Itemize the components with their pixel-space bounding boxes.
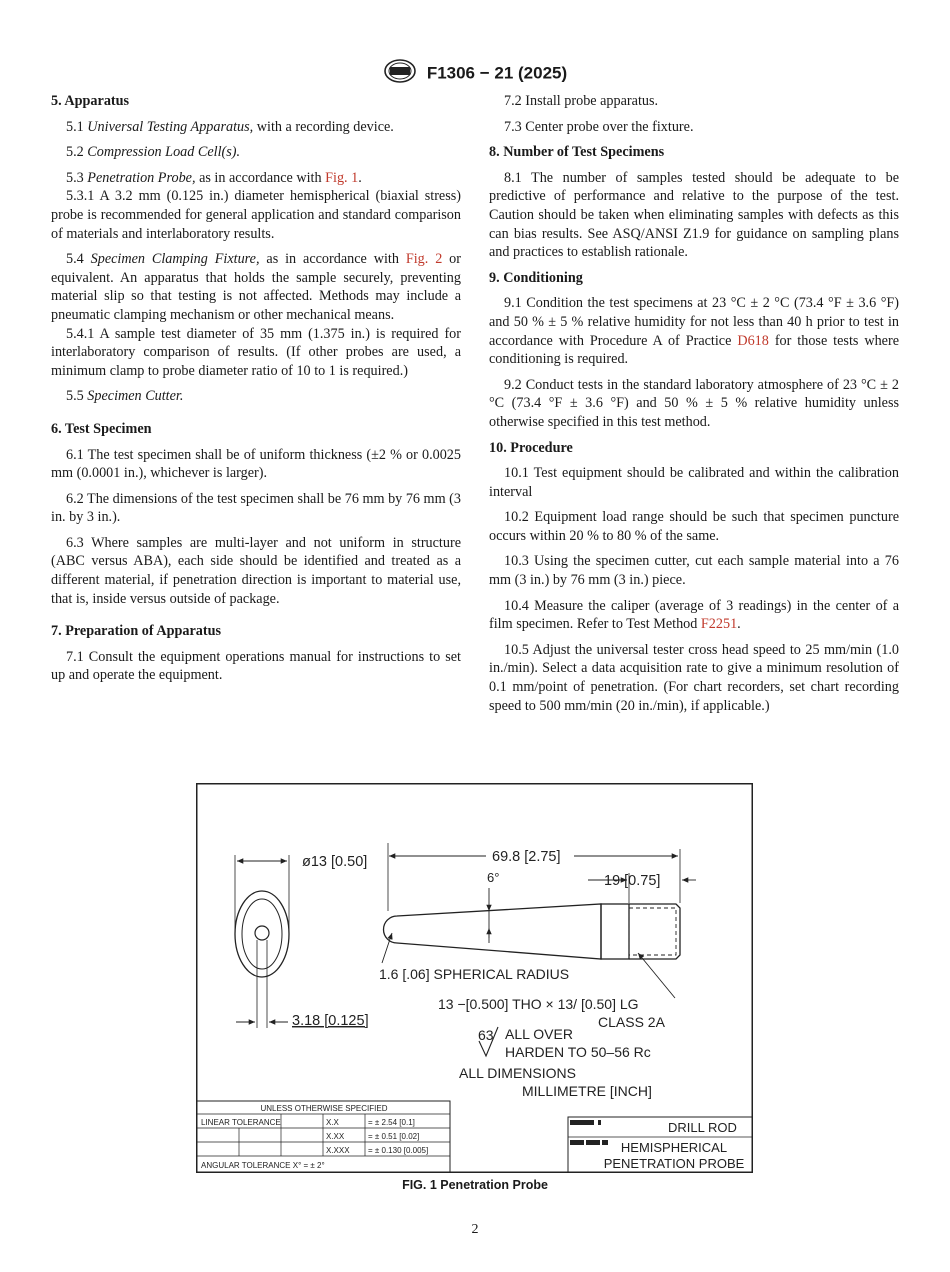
dim-length: 69.8 [2.75] bbox=[492, 849, 561, 865]
section-10-heading: 10. Procedure bbox=[489, 439, 573, 456]
section-8-heading: 8. Number of Test Specimens bbox=[489, 144, 665, 161]
para-7-3: 7.3 Center probe over the fixture. bbox=[504, 118, 694, 135]
tolerance-row-key: X.XXX bbox=[326, 1146, 350, 1155]
para-5-4: 5.4 Specimen Clamping Fixture, as in accordance with Fig. 2 or equivalent. An apparatus that holds the sample securely, preventing material slip so that testing is not affected. Methods may include a pneumatic clamping mechanism or other mechanical means. bbox=[51, 251, 462, 323]
tolerance-row-value: = ± 0.51 [0.02] bbox=[368, 1132, 420, 1141]
para-10-4: 10.4 Measure the caliper (average of 3 readings) in the center of a film specimen. Refer to Test Method F2251. bbox=[489, 597, 899, 633]
tolerance-row-key: X.XX bbox=[326, 1132, 345, 1141]
units-line-1: ALL DIMENSIONS bbox=[459, 1065, 576, 1081]
para-5-2: 5.2 Compression Load Cell(s). bbox=[66, 144, 241, 161]
para-6-2: 6.2 The dimensions of the test specimen shall be 76 mm by 76 mm (3 in. by 3 in.). bbox=[51, 490, 461, 526]
thread-spec-line-1: 13 −[0.500] THO × 13/ [0.50] LG bbox=[438, 996, 639, 1012]
page-number: 2 bbox=[471, 1222, 479, 1237]
para-10-1: 10.1 Test equipment should be calibrated and within the calibration interval bbox=[489, 465, 899, 500]
tolerance-row-value: = ± 0.130 [0.005] bbox=[368, 1146, 429, 1155]
section-6-heading: 6. Test Specimen bbox=[51, 420, 152, 437]
title-part-name-2: PENETRATION PROBE bbox=[603, 1156, 745, 1171]
para-8-1: 8.1 The number of samples tested should be adequate to be predictive of performance and relative to the purpose of the test. Caution should be taken when eliminating samples with defects as this can bias results. See ASQ/ANSI Z1.9 for guidance on sampling plans and practices to establish rationale. bbox=[489, 169, 899, 261]
astm-logo-icon bbox=[383, 58, 417, 89]
section-9-heading: 9. Conditioning bbox=[489, 269, 583, 286]
para-6-3: 6.3 Where samples are multi-layer and not uniform in structure (ABC versus ABA), each side should be identified and treated as a different material, if penetration direction is important to material use, that is, inside versus outside of package. bbox=[51, 534, 461, 607]
dim-hole: 3.18 [0.125] bbox=[292, 1013, 369, 1029]
d618-link[interactable]: D618 bbox=[737, 332, 769, 349]
document-designation: F1306 − 21 (2025) bbox=[426, 63, 568, 83]
tolerance-linear-label: LINEAR TOLERANCE bbox=[201, 1118, 281, 1127]
para-10-3: 10.3 Using the specimen cutter, cut each sample material into a 76 mm (3 in.) by 76 mm (3 in.) piece. bbox=[489, 553, 899, 589]
title-material: DRILL ROD bbox=[668, 1120, 737, 1135]
para-5-4-1: 5.4.1 A sample test diameter of 35 mm (1.375 in.) is required for interlaboratory comparison of results. (If other probes are used, a minimum clamp to probe diameter ratio of 10 to 1 is required.) bbox=[51, 325, 461, 379]
left-column bbox=[51, 92, 461, 692]
tolerance-row-key: X.X bbox=[326, 1118, 339, 1127]
dim-diameter: ø13 [0.50] bbox=[302, 854, 368, 870]
figure-caption: FIG. 1 Penetration Probe bbox=[402, 1178, 548, 1192]
finish-line-1: ALL OVER bbox=[505, 1026, 573, 1042]
tolerance-title: UNLESS OTHERWISE SPECIFIED bbox=[260, 1104, 388, 1113]
title-part-name-1: HEMISPHERICAL bbox=[620, 1140, 728, 1155]
right-column bbox=[489, 92, 899, 722]
para-7-2: 7.2 Install probe apparatus. bbox=[504, 93, 659, 109]
dim-thread-length: 19 [0.75] bbox=[604, 873, 661, 889]
para-6-1: 6.1 The test specimen shall be of uniform thickness (±2 % or 0.0025 mm (0.0001 in.), whichever is larger). bbox=[51, 446, 461, 482]
f2251-link[interactable]: F2251 bbox=[700, 616, 738, 633]
para-5-3: 5.3 Penetration Probe, as in accordance with Fig. 1. bbox=[66, 169, 362, 186]
tolerance-angular: ANGULAR TOLERANCE X° = ± 2° bbox=[201, 1161, 325, 1170]
units-line-2: MILLIMETRE [INCH] bbox=[522, 1083, 652, 1099]
tolerance-row-value: = ± 2.54 [0.1] bbox=[368, 1118, 415, 1127]
section-5-heading: 5. Apparatus bbox=[51, 93, 130, 109]
para-10-2: 10.2 Equipment load range should be such that specimen puncture occurs within 20 % to 80 % of the same. bbox=[489, 509, 899, 544]
fig2-link[interactable]: Fig. 2 bbox=[405, 251, 443, 268]
finish-value: 63 bbox=[478, 1027, 494, 1043]
para-9-2: 9.2 Conduct tests in the standard laboratory atmosphere of 23 °C ± 2 °C (73.4 °F ± 3.6 °F) and 50 % ± 5 % relative humidity unless otherwise specified in this test method. bbox=[489, 376, 899, 430]
fig1-link[interactable]: Fig. 1 bbox=[325, 169, 359, 186]
section-7-heading: 7. Preparation of Apparatus bbox=[51, 623, 221, 640]
page-header bbox=[0, 58, 950, 82]
para-9-1: 9.1 Condition the test specimens at 23 °C ± 2 °C (73.4 °F ± 3.6 °F) and 50 % ± 5 % relative humidity for not less than 40 h prior to test in accordance with Procedure A of Practice D618 for those tests where conditioning is required. bbox=[489, 295, 899, 368]
para-7-1: 7.1 Consult the equipment operations manual for instructions to set up and operate the equipment. bbox=[51, 648, 461, 684]
para-5-3-1: 5.3.1 A 3.2 mm (0.125 in.) diameter hemispherical (biaxial stress) probe is recommended for general application and standard comparison of materials and interlaboratory results. bbox=[51, 188, 461, 242]
thread-spec-line-2: CLASS 2A bbox=[598, 1014, 665, 1030]
dim-radius: 1.6 [.06] SPHERICAL RADIUS bbox=[379, 966, 570, 982]
para-5-5: 5.5 Specimen Cutter. bbox=[66, 388, 184, 405]
penetration-probe-drawing bbox=[196, 783, 753, 1173]
para-10-5: 10.5 Adjust the universal tester cross head speed to 25 mm/min (1.0 in./min). Select a data acquisition rate to give a minimum resolution of 0.1 mm/point of penetration. (For chart recorders, set chart recording speed to 500 mm/min (20 in./min), if applicable.) bbox=[489, 641, 899, 714]
para-5-1: 5.1 Universal Testing Apparatus, with a recording device. bbox=[66, 118, 394, 135]
finish-line-2: HARDEN TO 50–56 Rc bbox=[505, 1044, 651, 1060]
dim-angle: 6° bbox=[487, 870, 500, 885]
